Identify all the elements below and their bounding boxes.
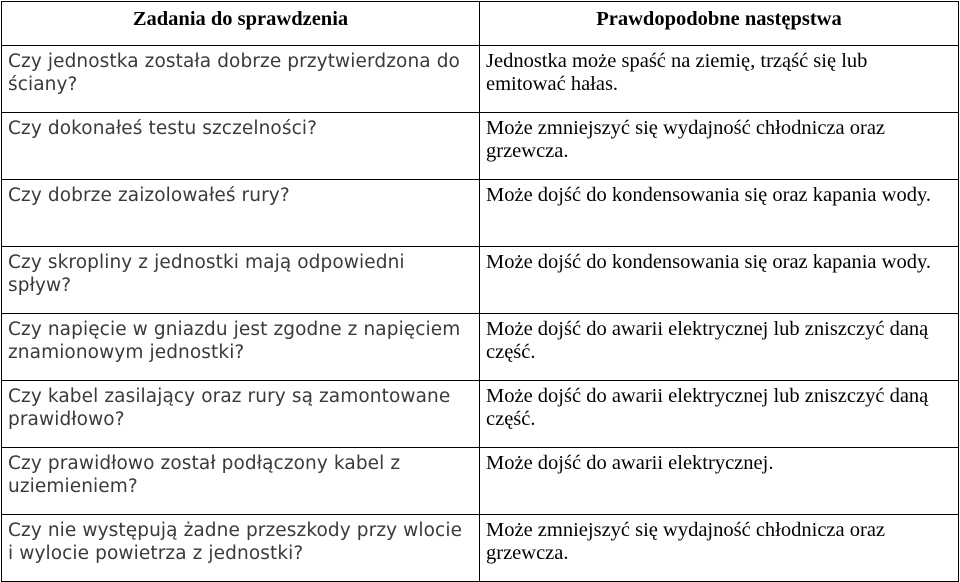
question-cell: Czy napięcie w gniazdu jest zgodne z napięciem znamionowym jednostki? — [2, 314, 480, 381]
consequence-cell: Może dojść do awarii elektrycznej lub zniszczyć daną część. — [480, 381, 959, 448]
question-cell: Czy dobrze zaizolowałeś rury? — [2, 180, 480, 247]
consequence-cell: Może dojść do kondensowania się oraz kapania wody. — [480, 180, 959, 247]
table-row — [2, 381, 959, 448]
question-cell: Czy kabel zasilający oraz rury są zamontowane prawidłowo? — [2, 381, 480, 448]
table-row — [2, 448, 959, 515]
consequence-cell: Może zmniejszyć się wydajność chłodnicza oraz grzewcza. — [480, 515, 959, 582]
consequence-cell: Jednostka może spaść na ziemię, trząść się lub emitować hałas. — [480, 46, 959, 113]
question-cell: Czy nie występują żadne przeszkody przy wlocie i wylocie powietrza z jednostki? — [2, 515, 480, 582]
header-consequences: Prawdopodobne następstwa — [480, 2, 959, 46]
table-row — [2, 515, 959, 582]
table-row — [2, 180, 959, 247]
table-row — [2, 247, 959, 314]
consequence-cell: Może dojść do awarii elektrycznej lub zniszczyć daną część. — [480, 314, 959, 381]
question-cell: Czy jednostka została dobrze przytwierdzona do ściany? — [2, 46, 480, 113]
consequence-cell: Może dojść do kondensowania się oraz kapania wody. — [480, 247, 959, 314]
consequence-cell: Może zmniejszyć się wydajność chłodnicza oraz grzewcza. — [480, 113, 959, 180]
table-row — [2, 314, 959, 381]
table-row — [2, 113, 959, 180]
question-cell: Czy dokonałeś testu szczelności? — [2, 113, 480, 180]
checklist-table — [1, 1, 959, 582]
consequence-cell: Może dojść do awarii elektrycznej. — [480, 448, 959, 515]
question-cell: Czy skropliny z jednostki mają odpowiedni spływ? — [2, 247, 480, 314]
header-row — [2, 2, 959, 46]
question-cell: Czy prawidłowo został podłączony kabel z uziemieniem? — [2, 448, 480, 515]
table-row — [2, 46, 959, 113]
header-tasks: Zadania do sprawdzenia — [2, 2, 480, 46]
